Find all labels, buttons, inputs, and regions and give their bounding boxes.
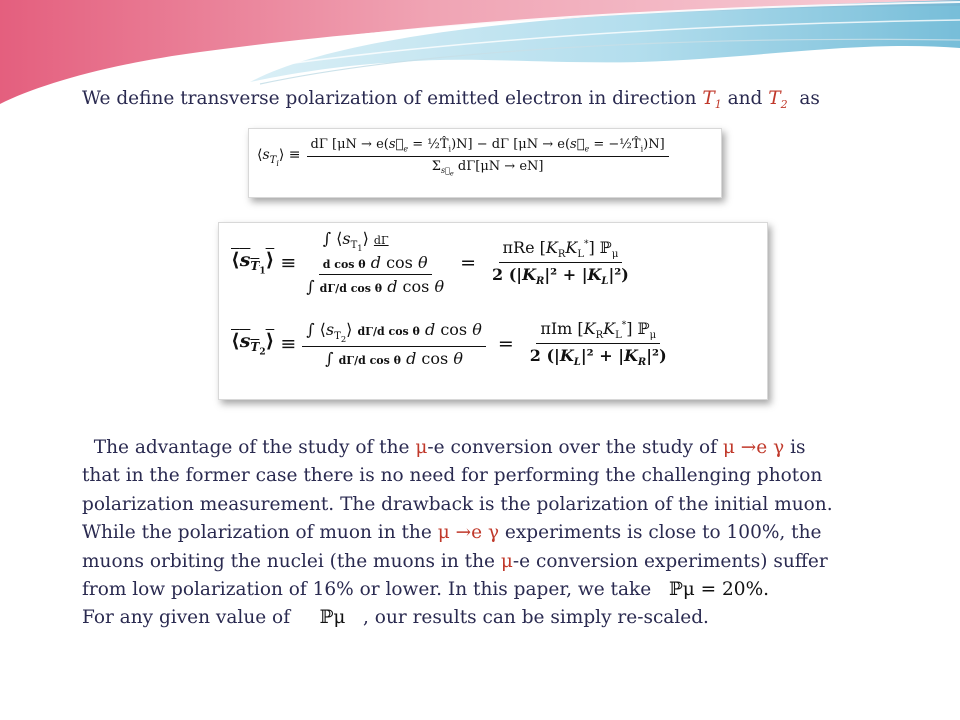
paragraph-line-2: that in the former case there is no need for performing the challenging photon [82, 465, 823, 487]
transverse-polarization-equations-box [218, 222, 768, 400]
arrow-e-symbol: →e [740, 437, 768, 458]
mu-symbol: μ [437, 522, 450, 544]
body-paragraph [82, 434, 882, 633]
sT2-result [526, 319, 671, 368]
sT2-equation: $⟨s_{T_2}⟩$ ≡ $\frac{\int ⟨s_{T_2}⟩ d\Gamma/d \cos \theta d \cos \theta}{\text{∫ dΓ/d cos θ d cos θ}}$ = $\frac{\pi Im [K_RK_L^*] ℙ_\mu}{2 (|K_L|^2 + |K_R|^2)}$ [231, 319, 677, 368]
pmu-symbol: ℙμ [319, 607, 346, 629]
l4-text-a: While the polarization of muon in the [82, 522, 432, 544]
l1-text-a: The advantage of the study of the [93, 437, 410, 458]
sT2-result-denominator: 2 $(|K_L|^2 + |K_R|^2)$ [529, 346, 667, 369]
mu-symbol: μ [722, 437, 735, 458]
gamma-symbol: γ [773, 437, 785, 458]
definition-equation-box [248, 128, 722, 198]
sT1-equation: $⟨s_{T_1}⟩$ ≡ ∫ $⟨s_{T_1}⟩$ dΓ d cos θ d cos θ ∫ dΓ/d cos θ d cos θ = $\frac{\pi Re [K_RK_L^*] ℙ_\mu}{2 (|K_R|^2 + |K_L|^2)}$ [231, 229, 639, 296]
t1-base: T [702, 88, 715, 109]
l7-text-a: For any given value of [82, 607, 291, 629]
l5-text-a: muons orbiting the nuclei (the muons in the [82, 550, 495, 572]
sT2-fraction [302, 320, 486, 368]
arrow-e-symbol: →e [455, 522, 483, 544]
mu-symbol: μ [415, 437, 428, 458]
t2-base: T [768, 88, 781, 109]
paragraph-line-4 [82, 519, 882, 547]
paragraph-line-7 [82, 604, 882, 632]
t2-symbol [768, 88, 787, 109]
definition-lhs: $⟨s_{T_i}⟩$ ≡ [257, 146, 301, 168]
l1-text-d: is [790, 437, 806, 458]
sT1-numerator: ∫ $⟨s_{T_1}⟩$ dΓ d cos θ d cos θ [319, 229, 432, 275]
sT2-denominator: ∫ dΓ/d cos θ d cos θ [325, 348, 463, 368]
paragraph-line-5 [82, 548, 882, 576]
t1-sub: 1 [714, 98, 722, 111]
sT1-result-denominator: 2 $(|K_R|^2 + |K_L|^2)$ [492, 265, 629, 288]
sT1-fraction [302, 229, 448, 296]
sT2-result-numerator: πIm $[K_RK_L^*]$ ℙ$_\mu$ [536, 319, 660, 344]
definition-numerator: dΓ [$\mu N \to e(s⃗_e$ = $\frac{1}{2}T̂_i)N] - d\Gamma$ [$\mu N \to e(s⃗_e$ = $-\frac{1}{2}T̂_i)N$] [307, 137, 669, 157]
pmu-equals-20-percent: ℙμ = 20%. [668, 578, 770, 600]
l4-text-b: experiments is close to 100%, the [504, 522, 822, 544]
l5-text-b: -e [512, 550, 531, 572]
mu-symbol: μ [500, 550, 513, 572]
l5-text-c: conversion experiments) suffer [535, 550, 828, 572]
sT1-result [488, 238, 633, 287]
t1-symbol [702, 88, 721, 109]
l1-text-b: -e [427, 437, 445, 458]
definition-fraction [307, 137, 669, 178]
intro-and: and [727, 88, 763, 109]
sT2-numerator: ∫ $⟨s_{T_2}⟩$ dΓ/d cos θ d cos θ [302, 320, 486, 347]
sT2-lhs: $⟨s_{T_2}⟩$ [231, 329, 275, 358]
l6-text-a: from low polarization of 16% or lower. In this paper, we take [82, 578, 652, 600]
definition-denominator: $\Sigma_{s⃗_e}$ dΓ[μN → eN] [431, 158, 544, 178]
sT1-lhs: $⟨s_{T_1}⟩$ [231, 248, 275, 277]
paragraph-line-3: polarization measurement. The drawback is the polarization of the initial muon. [82, 493, 833, 515]
intro-sentence [82, 88, 942, 111]
paragraph-line-6 [82, 576, 882, 604]
definition-equation [257, 137, 675, 178]
sT1-result-numerator: πRe $[K_RK_L^*]$ ℙ$_\mu$ [499, 238, 623, 263]
l1-text-c: conversion over the study of [450, 437, 717, 458]
gamma-symbol: γ [487, 522, 500, 544]
t2-sub: 2 [780, 98, 788, 111]
l7-text-b: , our results can be simply re-scaled. [363, 607, 709, 629]
intro-text: We define transverse polarization of emitted electron in direction [82, 88, 697, 109]
intro-as: as [799, 88, 820, 109]
paragraph-line-1 [82, 434, 882, 462]
sT1-denominator: ∫ dΓ/d cos θ d cos θ [306, 277, 445, 297]
